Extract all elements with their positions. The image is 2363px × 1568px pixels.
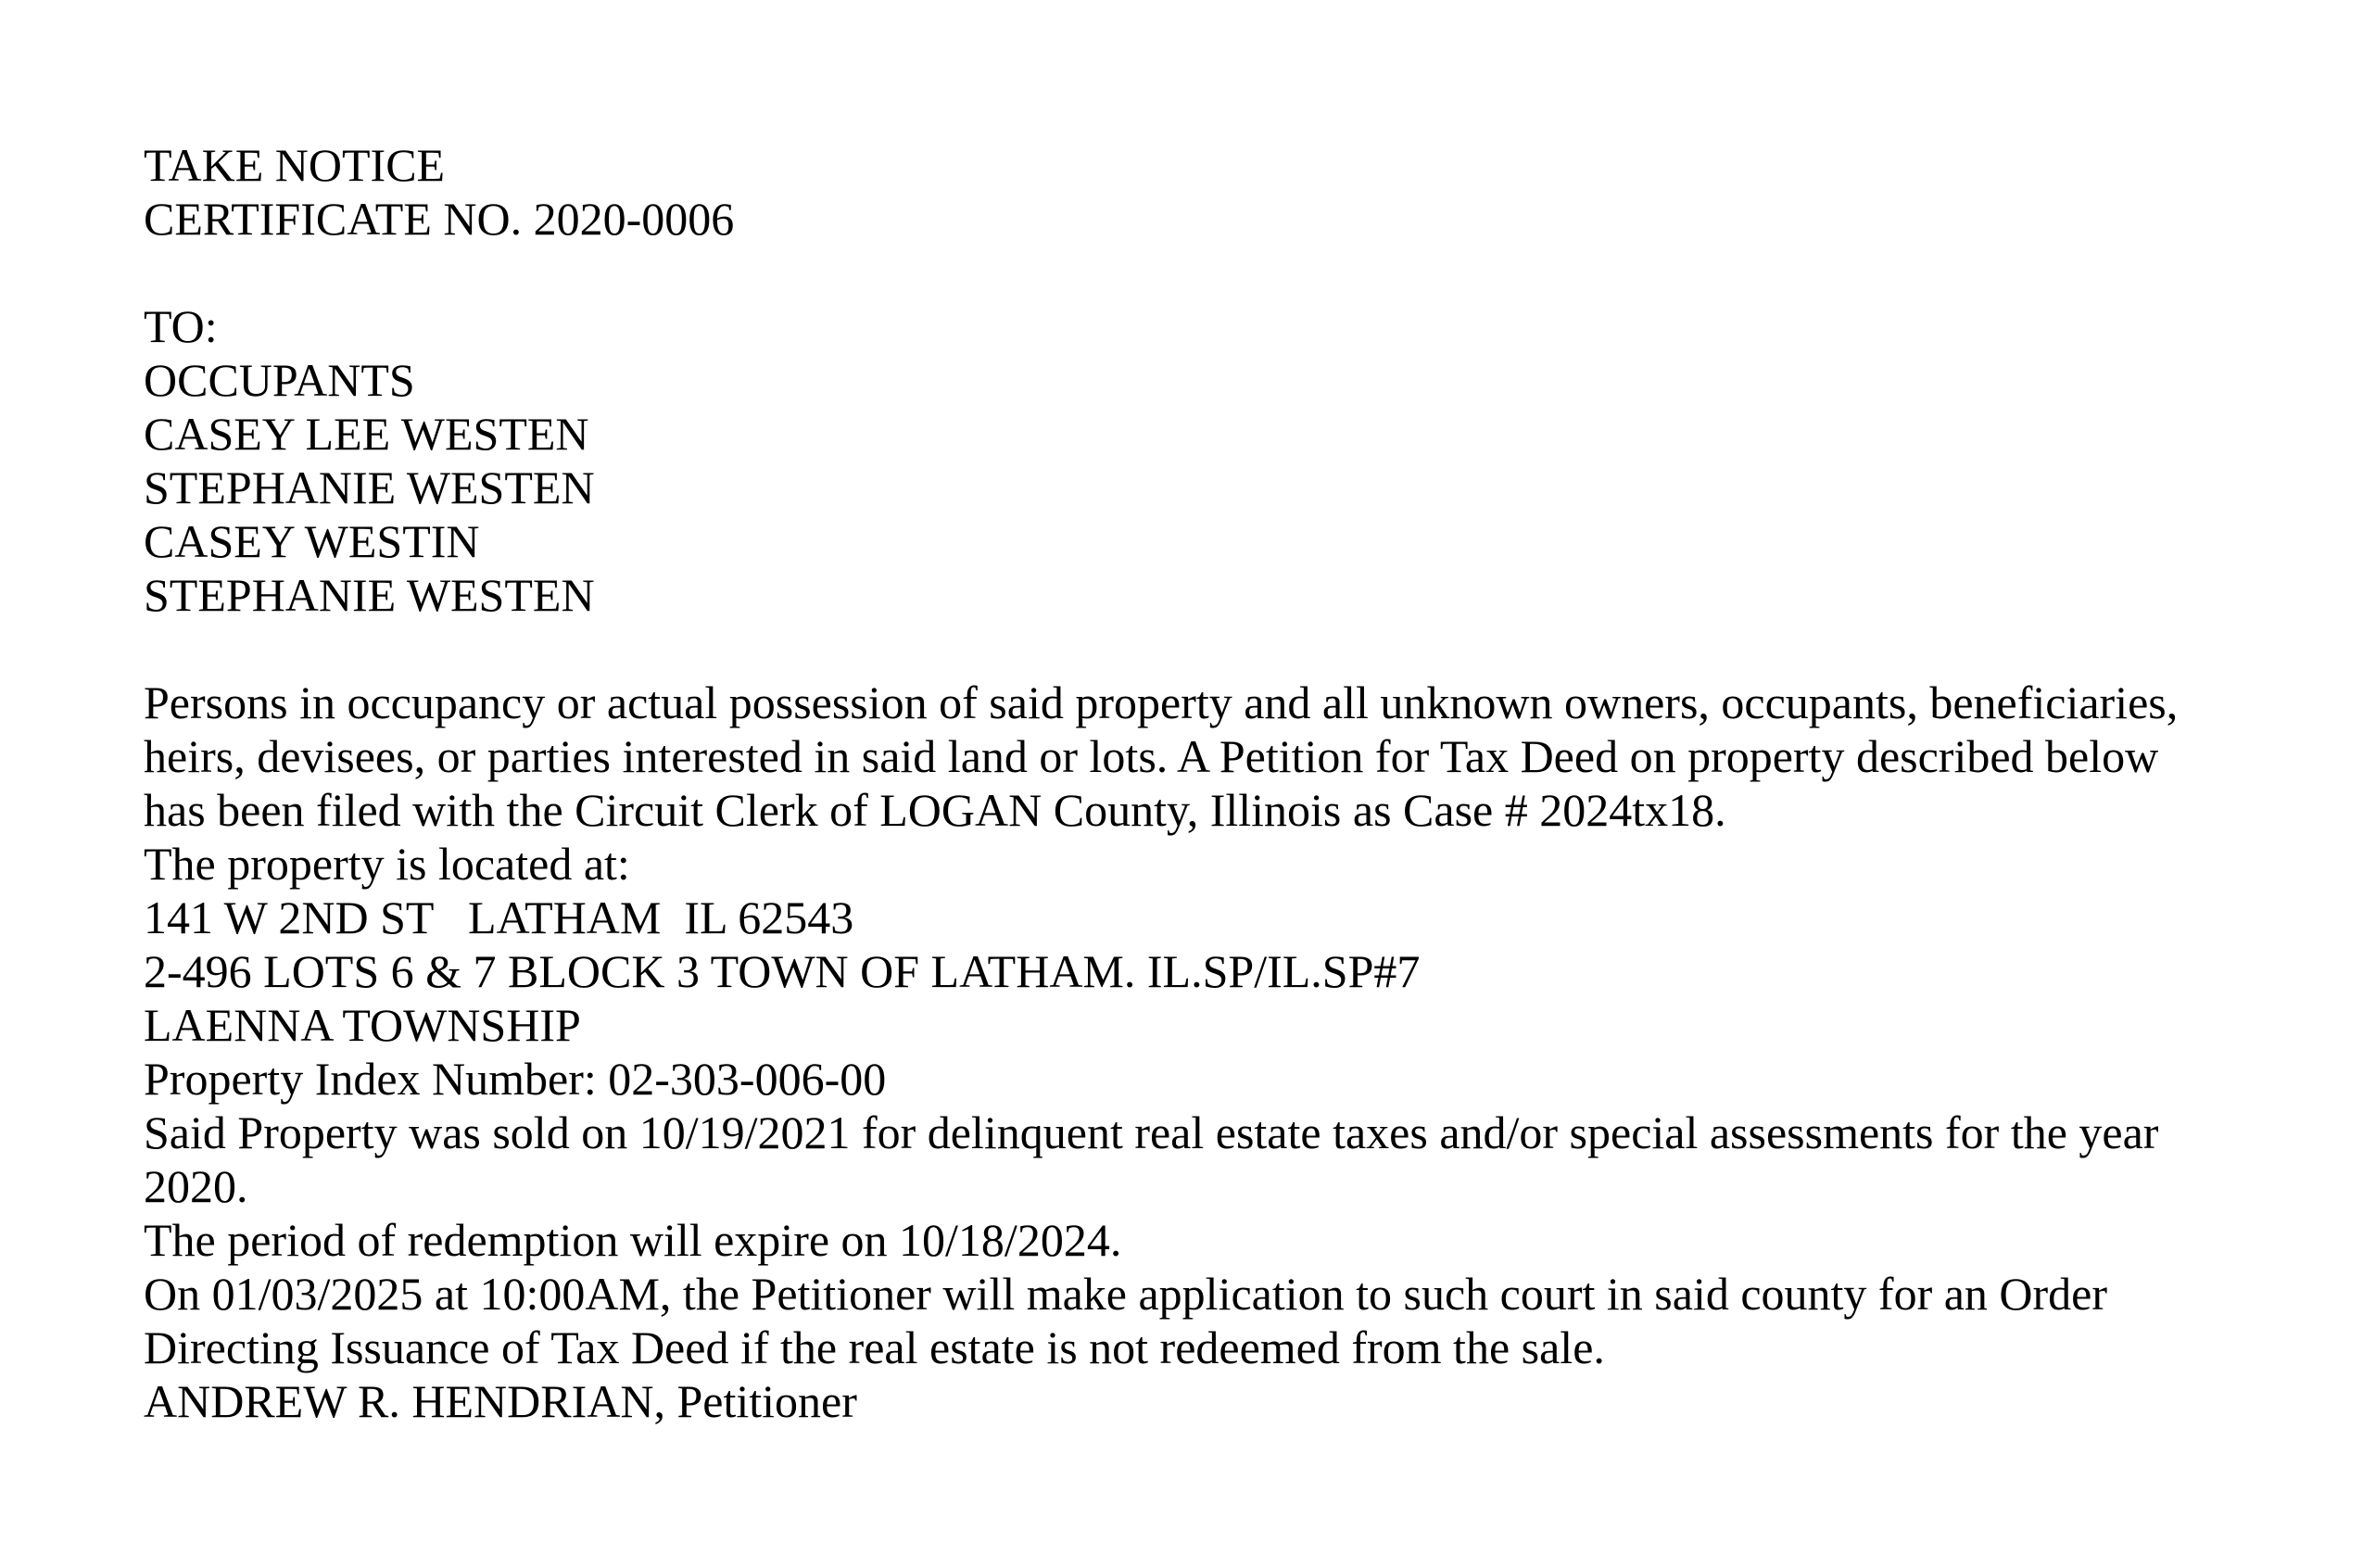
petition-paragraph-line: heirs, devisees, or parties interested in said land or lots. A Petition for Tax Deed on property described below — [144, 730, 2159, 782]
tax-deed-notice-document — [144, 138, 2252, 1428]
recipient-name: CASEY LEE WESTEN — [144, 408, 589, 460]
recipient-occupants: OCCUPANTS — [144, 354, 415, 406]
to-label: TO: — [144, 300, 218, 352]
recipient-name: STEPHANIE WESTEN — [144, 569, 595, 621]
certificate-number-line: CERTIFICATE NO. 2020-0006 — [144, 193, 735, 245]
petition-paragraph-line: Persons in occupancy or actual possession of said property and all unknown owners, occupants, beneficiaries, — [144, 677, 2179, 728]
notice-title: TAKE NOTICE — [144, 139, 446, 191]
hearing-paragraph-line: Directing Issuance of Tax Deed if the real estate is not redeemed from the sale. — [144, 1321, 1605, 1373]
blank-line — [144, 246, 2252, 299]
sale-paragraph-line: Said Property was sold on 10/19/2021 for delinquent real estate taxes and/or special assessments for the year — [144, 1106, 2159, 1158]
petition-paragraph-line: has been filed with the Circuit Clerk of LOGAN County, Illinois as Case # 2024tx18. — [144, 784, 1726, 836]
recipient-name: CASEY WESTIN — [144, 515, 480, 567]
petitioner-signature-line: ANDREW R. HENDRIAN, Petitioner — [144, 1375, 857, 1427]
sale-paragraph-line: 2020. — [144, 1160, 248, 1212]
property-location-label: The property is located at: — [144, 838, 630, 890]
township-line: LAENNA TOWNSHIP — [144, 999, 581, 1051]
property-address-line: 141 W 2ND ST LATHAM IL 62543 — [144, 891, 854, 943]
redemption-expiry-line: The period of redemption will expire on 10/18/2024. — [144, 1214, 1122, 1266]
legal-description-line: 2-496 LOTS 6 & 7 BLOCK 3 TOWN OF LATHAM. IL.SP/IL.SP#7 — [144, 945, 1421, 997]
hearing-paragraph-line: On 01/03/2025 at 10:00AM, the Petitioner will make application to such court in said county for an Order — [144, 1268, 2108, 1320]
property-index-number-line: Property Index Number: 02-303-006-00 — [144, 1053, 887, 1105]
recipient-name: STEPHANIE WESTEN — [144, 462, 595, 513]
blank-line — [144, 622, 2252, 676]
